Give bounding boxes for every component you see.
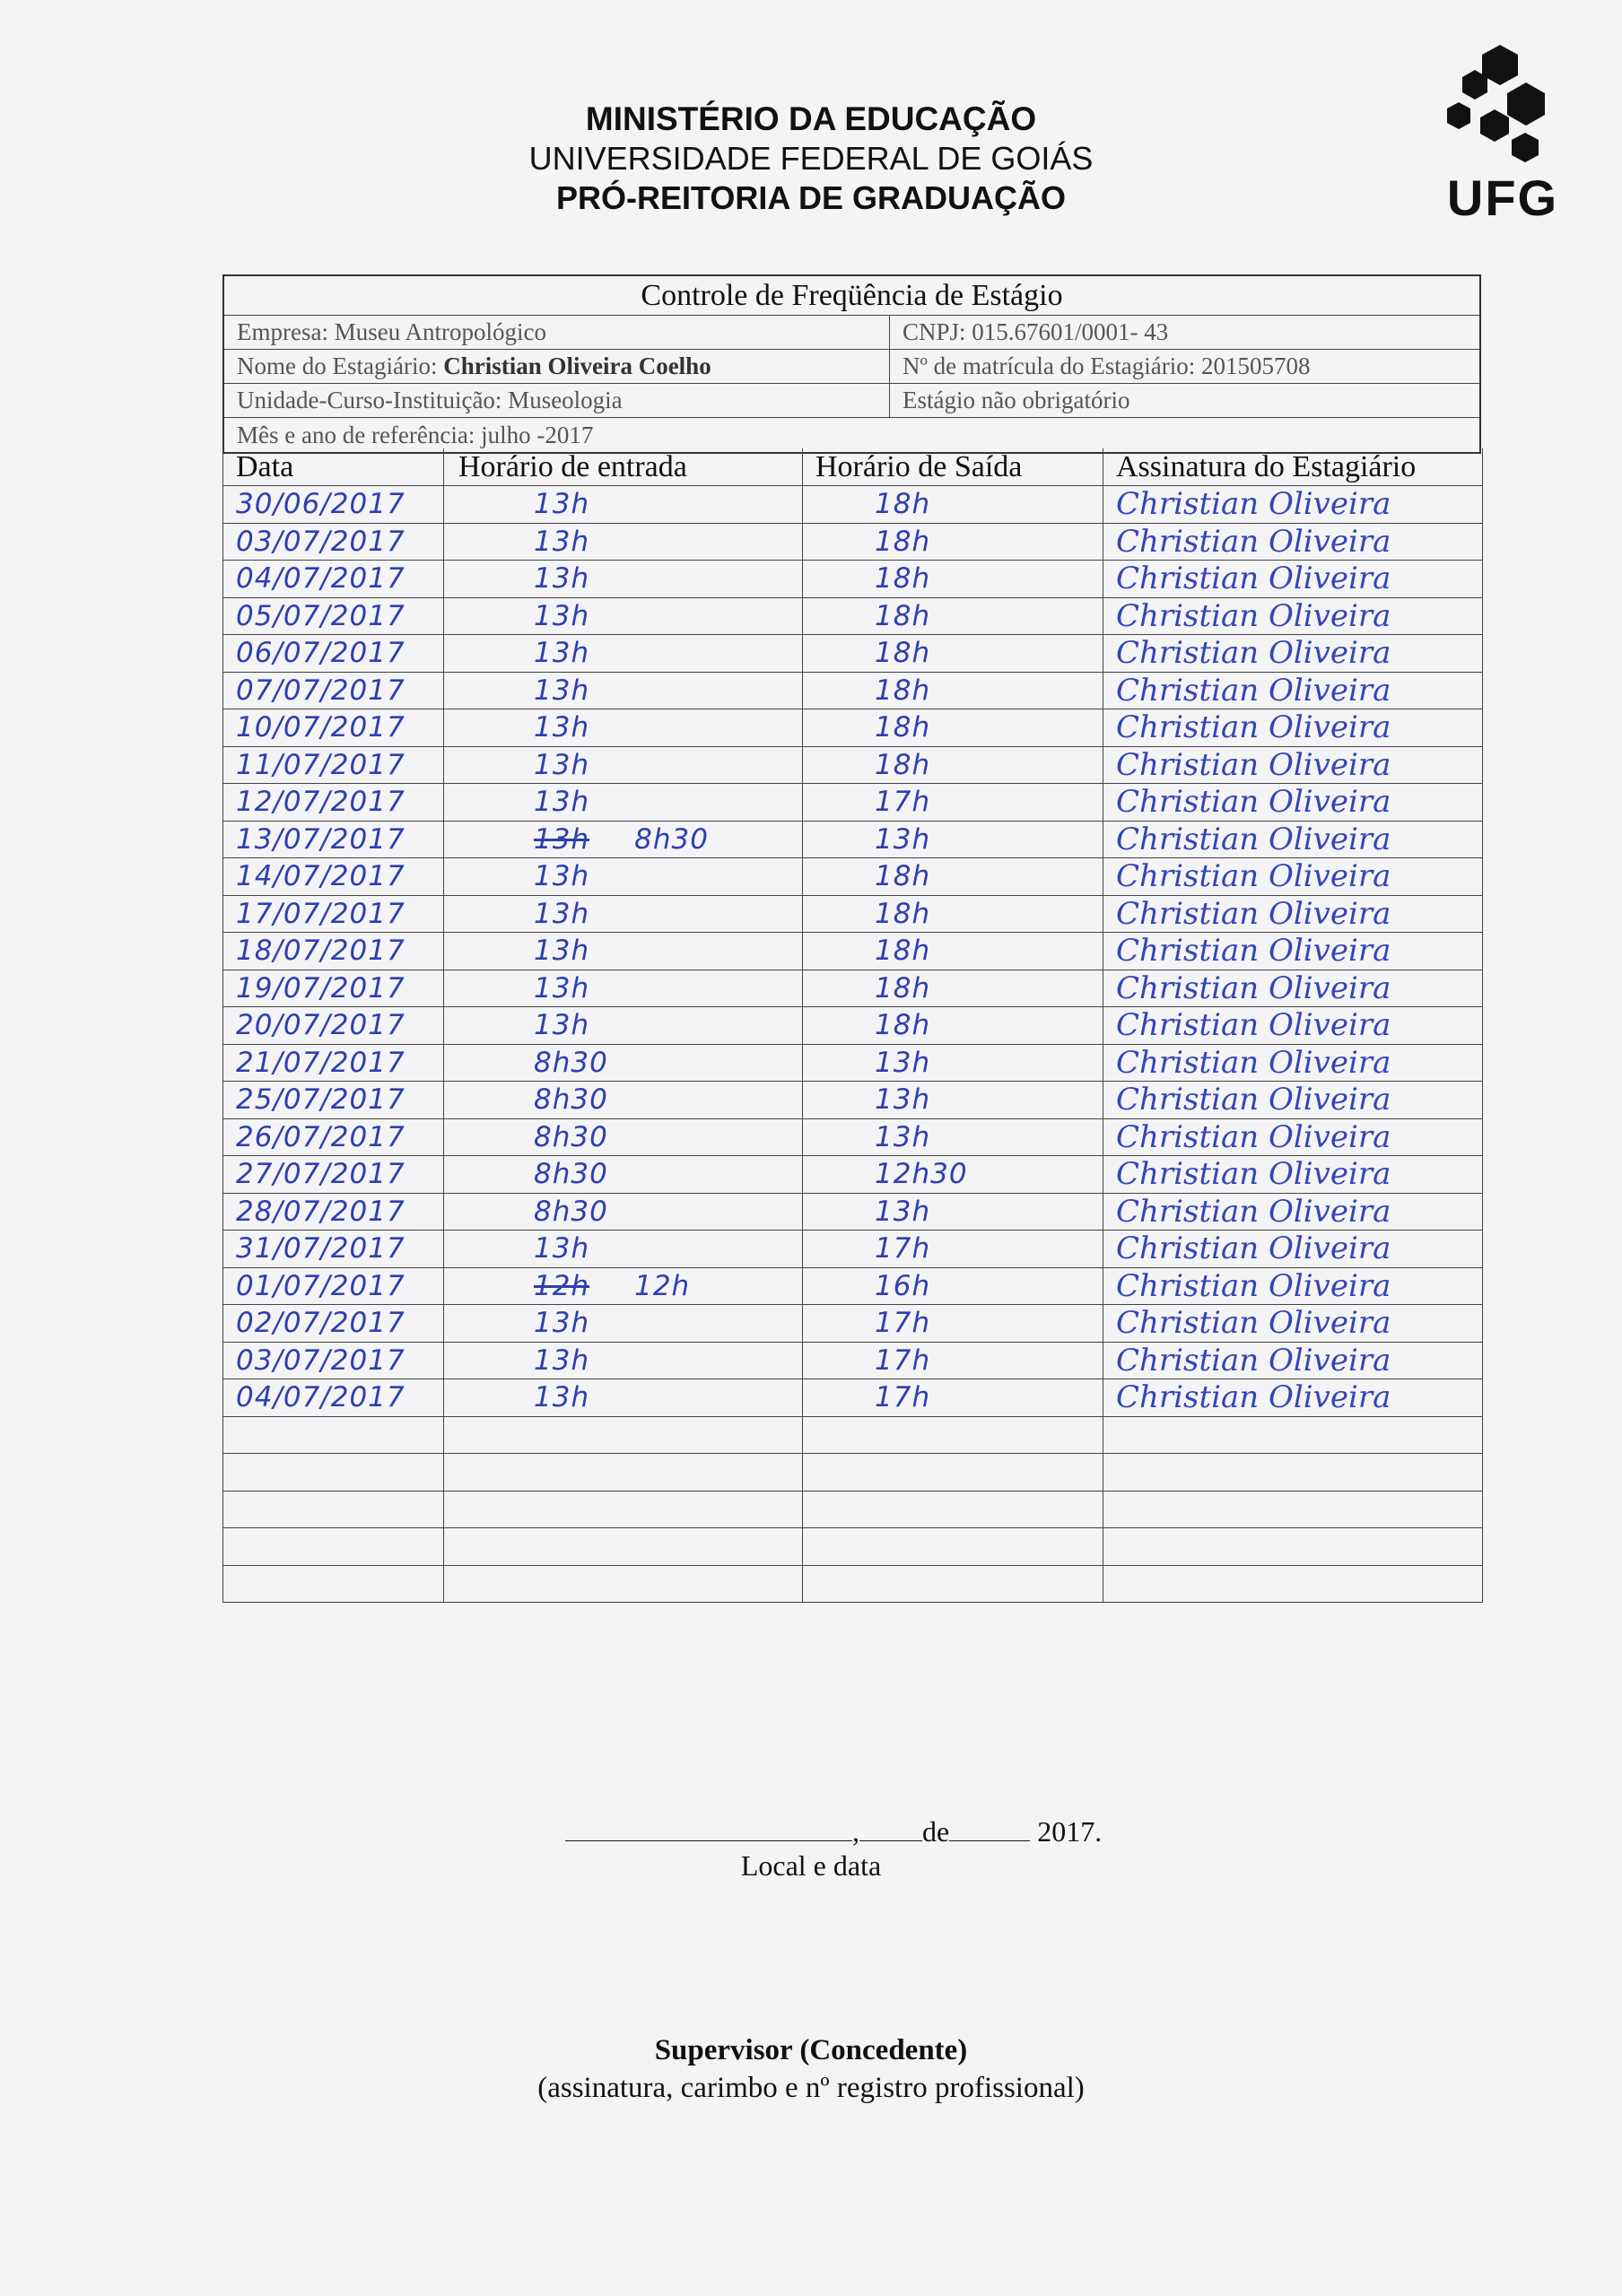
exit-time-cell[interactable] [802,1268,1103,1305]
signature-cell-text: Christian Oliveira [1116,970,1391,1006]
signature-cell[interactable] [1103,1492,1483,1528]
date-cell[interactable] [222,822,443,858]
table-row [222,1305,1483,1343]
date-separator: , [852,1815,859,1848]
exit-time-cell-text: 17h [875,1381,931,1414]
exit-time-cell[interactable] [802,747,1103,784]
exit-time-cell[interactable] [802,1343,1103,1379]
date-cell[interactable] [222,1268,443,1305]
table-row [222,486,1483,524]
entry-time-cell[interactable] [443,561,802,597]
exit-time-cell-text: 18h [875,637,931,670]
date-cell-text: 25/07/2017 [236,1083,406,1117]
date-cell[interactable] [222,858,443,895]
date-cell-text: 27/07/2017 [236,1158,406,1191]
exit-time-cell[interactable] [802,1454,1103,1491]
exit-time-cell-text: 17h [875,786,931,819]
entry-time-cell[interactable] [443,1454,802,1491]
entry-time-cell[interactable] [443,1119,802,1156]
entry-time-cell[interactable] [443,524,802,561]
table-row [222,933,1483,970]
signature-cell[interactable] [1103,1194,1483,1231]
signature-cell-text: Christian Oliveira [1116,561,1391,597]
table-row [222,784,1483,822]
exit-time-cell-text: 13h [875,1046,931,1079]
table-row [222,1492,1483,1529]
form-title-row [224,276,1479,316]
ufg-logo-text: UFG [1446,170,1559,226]
entry-time-cell-text: 13h [534,786,590,819]
table-row [222,1194,1483,1231]
signature-cell-text: Christian Oliveira [1116,486,1391,523]
internship-type-field: Estágio não obrigatório [903,387,1130,413]
date-de: de [922,1815,950,1848]
signature-cell[interactable] [1103,1305,1483,1342]
signature-cell[interactable] [1103,1417,1483,1454]
entry-time-cell-text: 13h [534,637,590,670]
supervisor-note: (assinatura, carimbo e nº registro profissional) [537,2072,1085,2104]
date-cell-text: 05/07/2017 [236,599,406,632]
exit-time-cell-text: 17h [875,1344,931,1377]
header-ministry: MINISTÉRIO DA EDUCAÇÃO [585,100,1037,137]
exit-time-cell[interactable] [802,1379,1103,1416]
signature-cell[interactable] [1103,524,1483,561]
entry-time-cell-text: 13h [534,1381,590,1414]
entry-time-cell-text: 13h [534,1344,590,1377]
entry-time-cell-text: 13h [534,935,590,968]
entry-time-cell[interactable] [443,673,802,709]
exit-time-cell[interactable] [802,709,1103,746]
signature-cell-text: Christian Oliveira [1116,1044,1391,1081]
exit-time-cell[interactable] [802,970,1103,1007]
entry-time-cell[interactable] [443,1492,802,1528]
header-university: UNIVERSIDADE FEDERAL DE GOIÁS [528,140,1094,177]
signature-cell[interactable] [1103,784,1483,821]
table-row [222,1343,1483,1380]
table-row [222,1268,1483,1306]
entry-time-cell-text: 13h [534,1232,590,1265]
header-date: Data [222,448,443,485]
date-cell-text: 01/07/2017 [236,1269,406,1302]
table-row [222,1454,1483,1492]
exit-time-cell-text: 18h [875,1009,931,1042]
exit-time-cell[interactable] [802,524,1103,561]
date-cell[interactable] [222,1528,443,1565]
signature-cell[interactable] [1103,1528,1483,1565]
signature-cell[interactable] [1103,635,1483,672]
entry-time-cell-text: 13h [534,897,590,930]
info-row-intern [224,350,1479,384]
signature-cell[interactable] [1103,1268,1483,1305]
exit-time-cell[interactable] [802,673,1103,709]
exit-time-cell-text: 18h [875,599,931,632]
table-row [222,896,1483,934]
entry-time-cell[interactable] [443,747,802,784]
date-cell[interactable] [222,486,443,523]
exit-time-cell-text: 18h [875,488,931,521]
date-cell-text: 07/07/2017 [236,674,406,707]
place-date-caption: Local e data [740,1849,882,1882]
exit-time-cell-text: 13h [875,822,931,856]
entry-time-cell[interactable] [443,635,802,672]
signature-cell[interactable] [1103,709,1483,746]
entry-time-cell[interactable] [443,1045,802,1082]
date-cell[interactable] [222,896,443,933]
date-cell[interactable] [222,1492,443,1528]
table-row [222,709,1483,747]
exit-time-cell[interactable] [802,486,1103,523]
exit-time-cell-text: 18h [875,562,931,596]
signature-cell[interactable] [1103,1045,1483,1082]
exit-time-cell-text: 18h [875,897,931,930]
entry-time-cell-text: 8h30 [534,1083,608,1117]
signature-cell[interactable] [1103,896,1483,933]
table-row [222,1156,1483,1194]
signature-cell-text: Christian Oliveira [1116,523,1391,560]
table-row [222,1379,1483,1417]
signature-cell[interactable] [1103,673,1483,709]
date-cell-text: 19/07/2017 [236,971,406,1004]
exit-time-cell[interactable] [802,1194,1103,1231]
attendance-table [222,448,1483,1603]
table-row [222,635,1483,673]
date-cell[interactable] [222,598,443,635]
signature-cell-text: Christian Oliveira [1116,635,1391,672]
exit-time-cell[interactable] [802,598,1103,635]
date-cell[interactable] [222,1454,443,1491]
entry-time-cell-text: 13h [534,711,590,744]
signature-cell[interactable] [1103,561,1483,597]
date-cell-text: 14/07/2017 [236,860,406,893]
date-cell[interactable] [222,933,443,970]
signature-cell[interactable] [1103,1007,1483,1044]
table-row [222,561,1483,598]
date-cell[interactable] [222,747,443,784]
date-cell[interactable] [222,1082,443,1118]
exit-time-cell[interactable] [802,896,1103,933]
entry-time-cell[interactable] [443,1305,802,1342]
entry-time-cell[interactable] [443,784,802,821]
date-cell[interactable] [222,673,443,709]
entry-time-cell-text: 8h30 [534,1046,608,1079]
date-cell-text: 06/07/2017 [236,637,406,670]
signature-cell-text: Christian Oliveira [1116,709,1391,746]
date-cell[interactable] [222,1566,443,1603]
table-row [222,1566,1483,1604]
date-cell[interactable] [222,1045,443,1082]
enrollment-field: Nº de matrícula do Estagiário: 201505708 [903,352,1311,379]
entry-time-cell-text: 13h [534,674,590,707]
exit-time-cell[interactable] [802,822,1103,858]
reference-month-field: Mês e ano de referência: julho -2017 [237,421,594,448]
entry-time-cell-text: 8h30 [534,1195,608,1228]
entry-time-cell[interactable] [443,858,802,895]
date-cell-text: 21/07/2017 [236,1046,406,1079]
exit-time-cell-text: 17h [875,1232,931,1265]
entry-time-cell[interactable] [443,1417,802,1454]
signature-cell-text: Christian Oliveira [1116,895,1391,932]
unit-course-field: Unidade-Curso-Instituição: Museologia [224,384,890,417]
exit-time-cell[interactable] [802,1082,1103,1118]
entry-time-cell[interactable] [443,896,802,933]
signature-cell[interactable] [1103,1379,1483,1416]
date-cell-text: 26/07/2017 [236,1120,406,1153]
signature-cell[interactable] [1103,822,1483,858]
table-row [222,1082,1483,1119]
date-cell[interactable] [222,1156,443,1193]
exit-time-cell[interactable] [802,1305,1103,1342]
signature-cell[interactable] [1103,1343,1483,1379]
table-row [222,747,1483,785]
exit-time-cell[interactable] [802,561,1103,597]
signature-cell[interactable] [1103,1231,1483,1267]
entry-time-cell[interactable] [443,933,802,970]
date-cell-text: 04/07/2017 [236,1381,406,1414]
date-cell[interactable] [222,784,443,821]
entry-time-cell[interactable] [443,1231,802,1267]
date-cell[interactable] [222,1119,443,1156]
struck-entry-time: 12h [534,1269,590,1302]
entry-time-cell-text: 8h30 [534,1158,608,1191]
exit-time-cell[interactable] [802,1417,1103,1454]
date-cell-text: 18/07/2017 [236,935,406,968]
intern-name-field [224,350,890,383]
date-cell[interactable] [222,970,443,1007]
signature-cell-text: Christian Oliveira [1116,1305,1391,1342]
exit-time-cell[interactable] [802,1231,1103,1267]
entry-time-cell[interactable] [443,822,802,858]
exit-time-cell[interactable] [802,1492,1103,1528]
table-row [222,1119,1483,1157]
date-cell-text: 03/07/2017 [236,1344,406,1377]
table-row [222,1231,1483,1268]
entry-time-cell-text: 13h [534,1307,590,1340]
exit-time-cell-text: 18h [875,525,931,558]
header-exit-time: Horário de Saída [802,448,1103,485]
entry-time-cell-text: 13h [534,562,590,596]
supervisor-title: Supervisor (Concedente) [654,2034,968,2066]
info-row-company [224,316,1479,350]
date-cell-text: 10/07/2017 [236,711,406,744]
exit-time-cell[interactable] [802,635,1103,672]
entry-time-cell-text: 13h [534,1009,590,1042]
entry-time-cell[interactable] [443,486,802,523]
entry-time-cell[interactable] [443,1156,802,1193]
signature-cell[interactable] [1103,1119,1483,1156]
entry-time-cell[interactable] [443,1007,802,1044]
date-cell-text: 17/07/2017 [236,897,406,930]
exit-time-cell-text: 18h [875,711,931,744]
table-row [222,822,1483,859]
place-blank[interactable] [565,1817,852,1841]
intern-name-label: Nome do Estagiário: [237,352,438,379]
struck-entry-time: 13h [534,822,590,856]
table-row [222,858,1483,896]
date-cell[interactable] [222,1417,443,1454]
entry-time-cell[interactable] [443,1268,802,1305]
date-cell-text: 03/07/2017 [236,525,406,558]
exit-time-cell-text: 17h [875,1307,931,1340]
date-cell-text: 04/07/2017 [236,562,406,596]
signature-cell[interactable] [1103,858,1483,895]
form-title: Controle de Freqüência de Estágio [641,278,1063,312]
table-header-row [222,448,1483,486]
exit-time-cell-text: 16h [875,1269,931,1302]
signature-cell-text: Christian Oliveira [1116,1156,1391,1193]
info-row-month [224,418,1479,452]
signature-cell[interactable] [1103,1566,1483,1603]
date-cell[interactable] [222,709,443,746]
exit-time-cell[interactable] [802,1045,1103,1082]
signature-cell-text: Christian Oliveira [1116,597,1391,634]
signature-cell-text: Christian Oliveira [1116,858,1391,895]
table-row [222,1007,1483,1045]
internship-info-box [222,274,1481,454]
entry-time-cell-text: 13h [534,488,590,521]
date-cell[interactable] [222,561,443,597]
signature-cell[interactable] [1103,486,1483,523]
table-row [222,1528,1483,1566]
signature-cell-text: Christian Oliveira [1116,746,1391,783]
entry-time-cell[interactable] [443,1566,802,1603]
entry-time-cell[interactable] [443,1379,802,1416]
exit-time-cell[interactable] [802,1528,1103,1565]
entry-time-cell-text: 8h30 [534,1120,608,1153]
entry-time-cell[interactable] [443,709,802,746]
exit-time-cell[interactable] [802,1566,1103,1603]
signature-cell-text: Christian Oliveira [1116,1267,1391,1304]
date-cell[interactable] [222,1305,443,1342]
date-cell-text: 12/07/2017 [236,786,406,819]
signature-cell[interactable] [1103,933,1483,970]
date-cell-text: 30/06/2017 [236,488,406,521]
date-cell-text: 11/07/2017 [236,748,406,781]
table-row [222,673,1483,710]
entry-time-cell[interactable] [443,1343,802,1379]
date-year: 2017. [1037,1815,1103,1848]
header-signature: Assinatura do Estagiário [1103,448,1483,485]
date-cell-text: 20/07/2017 [236,1009,406,1042]
table-row [222,598,1483,636]
date-cell-text: 02/07/2017 [236,1307,406,1340]
exit-time-cell-text: 12h30 [875,1158,968,1191]
signature-cell[interactable] [1103,970,1483,1007]
exit-time-cell-text: 18h [875,674,931,707]
table-row [222,524,1483,561]
place-date-line [565,1815,1102,1848]
signature-cell-text: Christian Oliveira [1116,1007,1391,1044]
day-blank[interactable] [859,1817,922,1841]
entry-time-cell-text: 8h30 [634,822,709,856]
signature-cell[interactable] [1103,1454,1483,1491]
info-row-unit [224,384,1479,418]
table-row [222,1417,1483,1455]
exit-time-cell-text: 13h [875,1120,931,1153]
exit-time-cell-text: 18h [875,860,931,893]
signature-cell-text: Christian Oliveira [1116,1082,1391,1118]
date-cell[interactable] [222,1194,443,1231]
date-cell[interactable] [222,635,443,672]
signature-cell-text: Christian Oliveira [1116,784,1391,821]
entry-time-cell-text: 12h [634,1269,691,1302]
exit-time-cell[interactable] [802,933,1103,970]
exit-time-cell[interactable] [802,1156,1103,1193]
entry-time-cell-text: 13h [534,860,590,893]
date-cell[interactable] [222,524,443,561]
entry-time-cell-text: 13h [534,748,590,781]
exit-time-cell[interactable] [802,1119,1103,1156]
exit-time-cell-text: 13h [875,1195,931,1228]
entry-time-cell[interactable] [443,1082,802,1118]
date-cell-text: 31/07/2017 [236,1232,406,1265]
header-entry-time: Horário de entrada [443,448,802,485]
date-cell[interactable] [222,1231,443,1267]
exit-time-cell-text: 13h [875,1083,931,1117]
exit-time-cell-text: 18h [875,935,931,968]
table-row [222,1045,1483,1083]
date-cell-text: 28/07/2017 [236,1195,406,1228]
entry-time-cell[interactable] [443,1194,802,1231]
signature-cell-text: Christian Oliveira [1116,672,1391,709]
signature-cell[interactable] [1103,598,1483,635]
entry-time-cell[interactable] [443,970,802,1007]
signature-cell[interactable] [1103,1082,1483,1118]
signature-cell[interactable] [1103,747,1483,784]
signature-cell-text: Christian Oliveira [1116,821,1391,857]
company-field: Empresa: Museu Antropológico [224,316,890,349]
table-row [222,970,1483,1008]
signature-cell-text: Christian Oliveira [1116,1342,1391,1378]
month-blank[interactable] [949,1817,1030,1841]
date-cell[interactable] [222,1379,443,1416]
signature-cell-text: Christian Oliveira [1116,1193,1391,1230]
exit-time-cell[interactable] [802,1007,1103,1044]
entry-time-cell[interactable] [443,1528,802,1565]
entry-time-cell[interactable] [443,598,802,635]
intern-name-value: Christian Oliveira Coelho [443,352,711,379]
exit-time-cell[interactable] [802,858,1103,895]
cnpj-field: CNPJ: 015.67601/0001- 43 [903,318,1169,345]
signature-cell-text: Christian Oliveira [1116,1379,1391,1416]
exit-time-cell-text: 18h [875,971,931,1004]
signature-cell-text: Christian Oliveira [1116,933,1391,970]
date-cell-text: 13/07/2017 [236,822,406,856]
signature-cell-text: Christian Oliveira [1116,1231,1391,1267]
exit-time-cell-text: 18h [875,748,931,781]
header-dean-office: PRÓ-REITORIA DE GRADUAÇÃO [555,179,1067,216]
entry-time-cell-text: 13h [534,971,590,1004]
exit-time-cell[interactable] [802,784,1103,821]
entry-time-cell-text: 13h [534,525,590,558]
date-cell[interactable] [222,1007,443,1044]
signature-cell-text: Christian Oliveira [1116,1118,1391,1155]
entry-time-cell-text: 13h [534,599,590,632]
date-cell[interactable] [222,1343,443,1379]
signature-cell[interactable] [1103,1156,1483,1193]
